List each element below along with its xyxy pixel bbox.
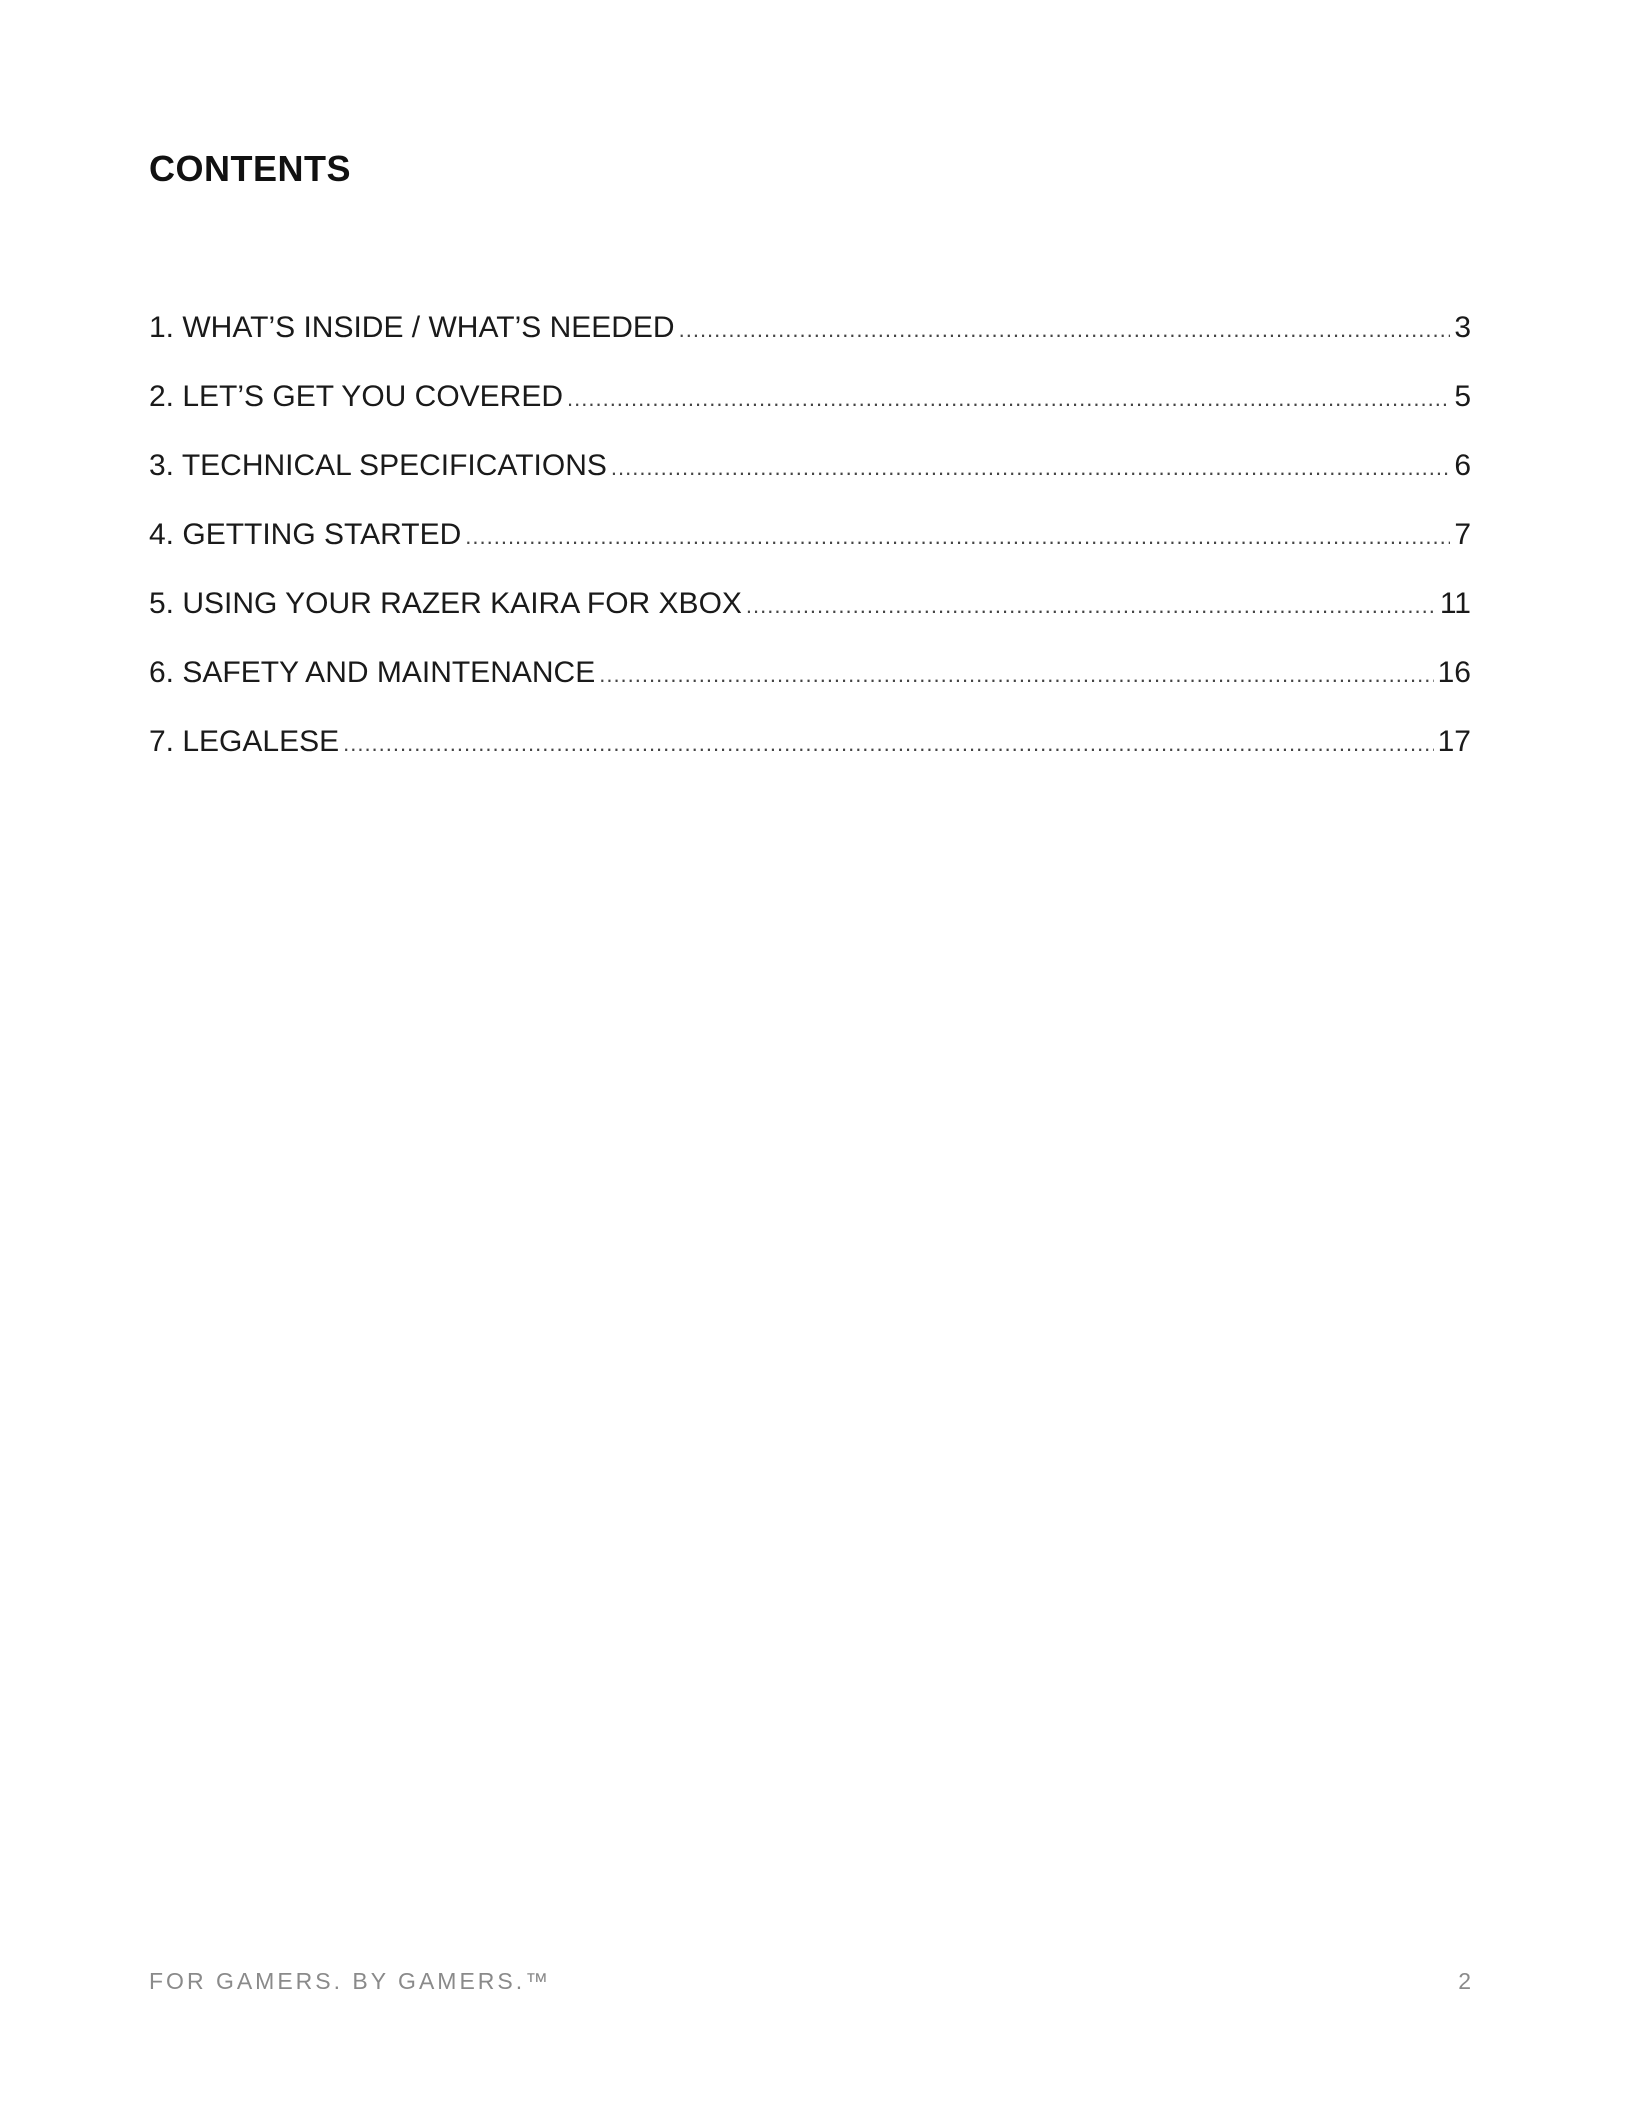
toc-entry-page-number: 3 — [1454, 311, 1471, 344]
toc-entry-label: 4. GETTING STARTED — [149, 518, 462, 551]
toc-dot-leader — [343, 722, 1434, 766]
toc-entry-label: 2. LET’S GET YOU COVERED — [149, 380, 564, 413]
toc-entry-page-number: 17 — [1437, 725, 1471, 758]
toc-entry-lets-get-you-covered[interactable] — [149, 375, 1471, 444]
toc-entry-label: 6. SAFETY AND MAINTENANCE — [149, 656, 596, 689]
footer-tagline: FOR GAMERS. BY GAMERS.™ — [149, 1968, 552, 1994]
toc-entry-legalese[interactable] — [149, 720, 1471, 789]
toc-entry-label: 1. WHAT’S INSIDE / WHAT’S NEEDED — [149, 311, 675, 344]
toc-entry-page-number: 16 — [1437, 656, 1471, 689]
toc-entry-safety-and-maintenance[interactable] — [149, 651, 1471, 720]
toc-dot-leader — [679, 308, 1451, 352]
toc-entry-page-number: 7 — [1454, 518, 1471, 551]
toc-dot-leader — [465, 515, 1450, 559]
toc-entry-getting-started[interactable] — [149, 513, 1471, 582]
toc-entry-page-number: 5 — [1454, 380, 1471, 413]
toc-entry-page-number: 6 — [1454, 449, 1471, 482]
toc-entry-technical-specifications[interactable] — [149, 444, 1471, 513]
toc-dot-leader — [746, 584, 1436, 628]
toc-entry-whats-inside[interactable] — [149, 306, 1471, 375]
toc-entry-using-your-razer-kaira[interactable] — [149, 582, 1471, 651]
page-title: CONTENTS — [149, 148, 351, 189]
footer-page-number: 2 — [1458, 1968, 1471, 1994]
toc-dot-leader — [611, 446, 1450, 490]
toc-entry-label: 3. TECHNICAL SPECIFICATIONS — [149, 449, 607, 482]
toc-entry-label: 5. USING YOUR RAZER KAIRA FOR XBOX — [149, 587, 742, 620]
toc-dot-leader — [567, 377, 1450, 421]
toc-entry-label: 7. LEGALESE — [149, 725, 340, 758]
toc-entry-page-number: 11 — [1439, 587, 1471, 620]
table-of-contents — [149, 306, 1471, 789]
toc-dot-leader — [599, 653, 1433, 697]
